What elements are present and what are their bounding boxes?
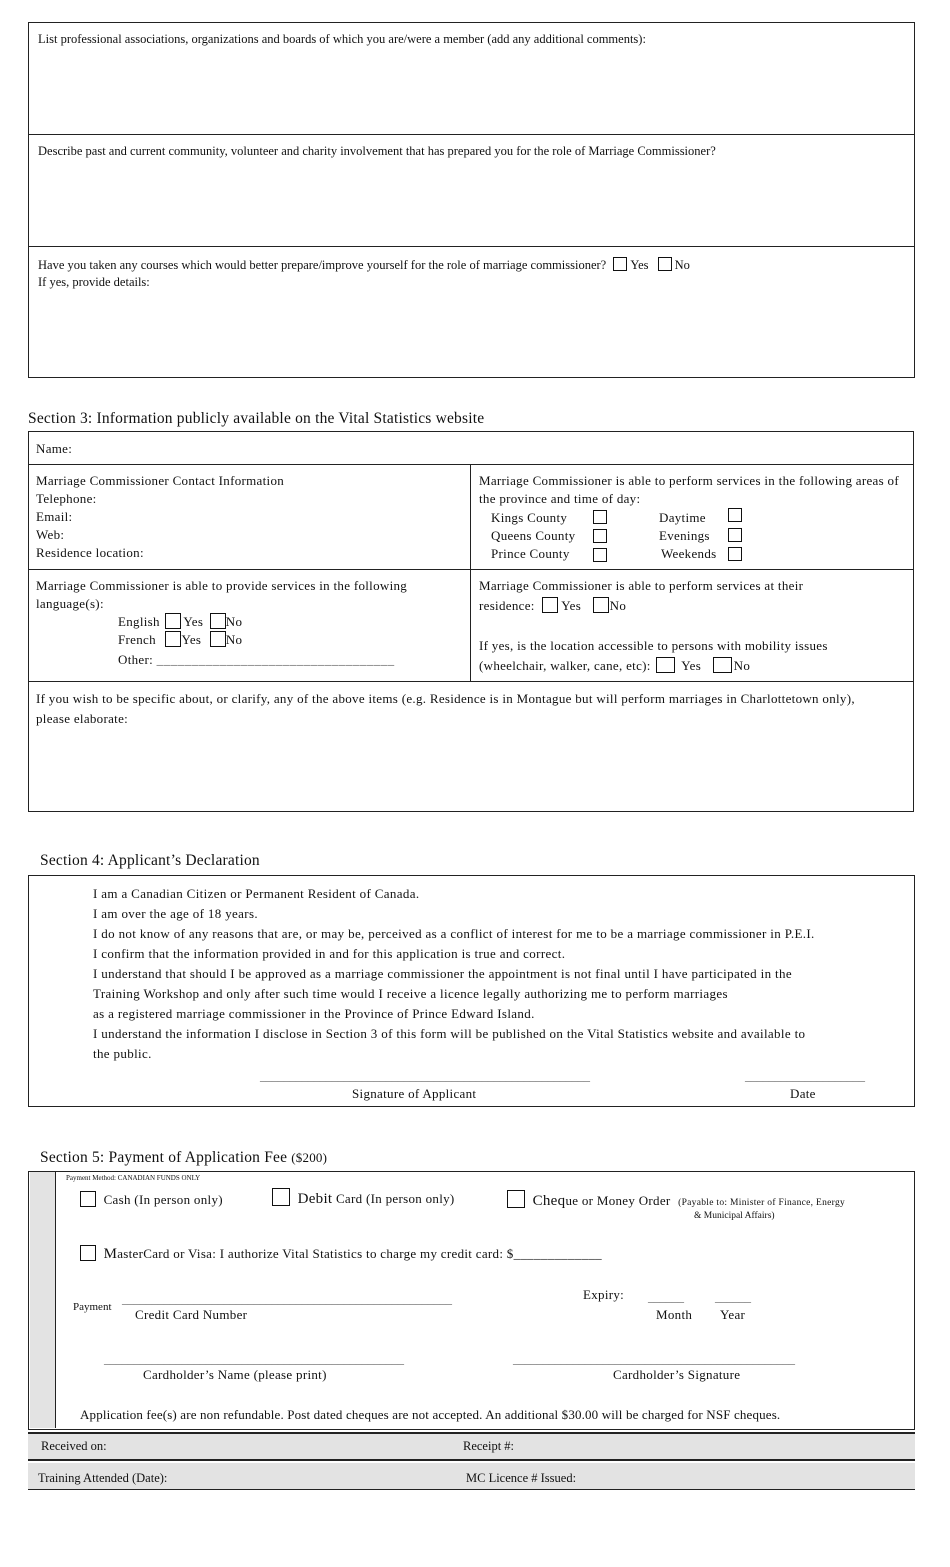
divider — [28, 464, 914, 465]
cheque-checkbox[interactable] — [507, 1190, 525, 1208]
daytime-checkbox[interactable] — [728, 508, 742, 522]
residence-yes-checkbox[interactable] — [542, 597, 558, 613]
french-no-checkbox[interactable] — [210, 631, 226, 647]
french-no-label: No — [225, 632, 243, 647]
declaration-line: as a registered marriage commissioner in the Province of Prince Edward Island. — [93, 1006, 535, 1021]
web-field[interactable]: Web: — [36, 527, 65, 542]
declaration-line: I understand the information I disclose in Section 3 of this form will be published on the Vital Statistics website and available to — [93, 1026, 806, 1041]
credit-card-number-line[interactable]: _______________________________________________________ — [122, 1292, 452, 1306]
payment-label: Payment — [73, 1301, 112, 1313]
date-line[interactable]: ____________________ — [745, 1069, 865, 1083]
mobility-yes-label: Yes — [681, 658, 702, 673]
french-row — [118, 631, 242, 649]
community-label: Describe past and current community, volunteer and charity involvement that has prepared you for the role of Marriage Commissioner? — [38, 144, 716, 158]
name-field[interactable]: Name: — [36, 441, 73, 456]
english-row — [118, 613, 242, 631]
declaration-line: I confirm that the information provided in and for this application is true and correct. — [93, 946, 566, 961]
divider — [28, 134, 915, 135]
evenings-label: Evenings — [659, 528, 710, 543]
mobility-row — [479, 657, 750, 675]
english-label: English — [118, 614, 160, 629]
associations-label: List professional associations, organizations and boards of which you are/were a member (add any additional comments): — [38, 32, 646, 46]
section4-title: Section 4: Applicant’s Declaration — [40, 852, 260, 869]
french-label: French — [118, 632, 156, 647]
contact-info-block — [36, 472, 461, 562]
telephone-field[interactable]: Telephone: — [36, 491, 97, 506]
mobility-yes-checkbox[interactable] — [656, 657, 675, 673]
evenings-checkbox[interactable] — [728, 528, 742, 542]
residence-no-label: No — [609, 598, 627, 613]
received-on-label: Received on: — [41, 1439, 107, 1453]
declaration-list — [93, 884, 908, 1064]
courses-yes-checkbox[interactable] — [613, 257, 627, 271]
year-label: Year — [720, 1307, 746, 1322]
elaborate-field[interactable]: If you wish to be specific about, or clarify, any of the above items (e.g. Residence is in Montague but will perform marriages in Charlottetown only), please elaborate: — [36, 691, 855, 726]
cheque-label-c: Cheq — [532, 1193, 566, 1209]
french-yes-label: Yes — [181, 632, 202, 647]
prince-county-label: Prince County — [491, 546, 570, 561]
mastercard-visa-checkbox[interactable] — [80, 1245, 96, 1261]
expiry-month-line[interactable]: ______ — [648, 1290, 684, 1304]
cash-checkbox[interactable] — [80, 1191, 96, 1207]
kings-county-checkbox[interactable] — [593, 510, 607, 524]
mobility-label: (wheelchair, walker, cane, etc): — [479, 658, 651, 673]
languages-text: Marriage Commissioner is able to provide services in the following language(s): — [36, 578, 408, 611]
kings-county-label: Kings County — [491, 510, 568, 525]
declaration-line: I understand that should I be approved as a marriage commissioner the appointment is not final until I have participated in the — [93, 966, 792, 981]
english-yes-checkbox[interactable] — [165, 613, 181, 629]
cheque-payable-line1: (Payable to: Minister of Finance, Energy — [678, 1198, 846, 1208]
residence-no-checkbox[interactable] — [593, 597, 609, 613]
debit-label-rest: Card (In person only) — [332, 1191, 455, 1206]
queens-county-checkbox[interactable] — [593, 529, 607, 543]
residence-location-field[interactable]: Residence location: — [36, 545, 144, 560]
other-language-label: Other: — [118, 652, 154, 667]
cash-label: Cash (In person only) — [103, 1192, 223, 1207]
debit-label-ebit: ebit — [308, 1191, 333, 1207]
contact-title: Marriage Commissioner Contact Information — [36, 473, 285, 488]
expiry-label: Expiry: — [583, 1287, 625, 1302]
french-yes-checkbox[interactable] — [165, 631, 181, 647]
mobility-text: If yes, is the location accessible to persons with mobility issues — [479, 638, 828, 653]
english-yes-label: Yes — [183, 614, 204, 629]
declaration-line: I do not know of any reasons that are, or may be, perceived as a conflict of interest for me to be a marriage commissioner in P.E.I. — [93, 926, 815, 941]
cardholder-name-label: Cardholder’s Name (please print) — [143, 1367, 327, 1382]
cash-option — [80, 1191, 223, 1209]
receipt-number-label: Receipt #: — [463, 1439, 515, 1453]
section5-title-text: Section 5: Payment of Application Fee — [40, 1149, 288, 1166]
mobility-no-checkbox[interactable] — [713, 657, 732, 673]
declaration-line: I am over the age of 18 years. — [93, 906, 258, 921]
divider — [28, 569, 914, 570]
prince-county-checkbox[interactable] — [593, 548, 607, 562]
residence-yes-label: Yes — [561, 598, 582, 613]
courses-yes-label: Yes — [630, 258, 649, 272]
date-label: Date — [790, 1086, 816, 1101]
courses-details-label: If yes, provide details: — [38, 275, 150, 289]
weekends-checkbox[interactable] — [728, 547, 742, 561]
debit-checkbox[interactable] — [272, 1188, 290, 1206]
debit-option — [272, 1188, 455, 1208]
residence-row — [479, 597, 626, 615]
divider — [28, 681, 914, 682]
divider — [28, 246, 915, 247]
courses-question: Have you taken any courses which would better prepare/improve yourself for the role of marriage commissioner? — [38, 258, 607, 272]
signature-of-applicant-label: Signature of Applicant — [352, 1086, 477, 1101]
cardholder-name-line[interactable]: __________________________________________________ — [104, 1352, 404, 1366]
courses-field — [38, 257, 908, 274]
mobility-no-label: No — [733, 658, 751, 673]
payment-method-label: Payment Method: CANADIAN FUNDS ONLY — [66, 1174, 201, 1182]
section2-table — [28, 22, 915, 378]
declaration-line: I am a Canadian Citizen or Permanent Resident of Canada. — [93, 886, 420, 901]
english-no-label: No — [225, 614, 243, 629]
community-field[interactable] — [38, 143, 908, 160]
month-label: Month — [656, 1307, 693, 1322]
section5-title — [40, 1149, 327, 1167]
mastercard-visa-text: asterCard or Visa: I authorize Vital Statistics to charge my credit card: $_____________ — [117, 1246, 602, 1261]
weekends-label: Weekends — [661, 546, 717, 561]
residence-label: residence: — [479, 598, 535, 613]
declaration-line: the public. — [93, 1046, 152, 1061]
divider — [470, 464, 471, 681]
mastercard-label-m: M — [103, 1246, 118, 1262]
non-refundable-notice: Application fee(s) are non refundable. Post dated cheques are not accepted. An additional $30.00 will be charged for NSF cheques. — [80, 1407, 781, 1422]
applicant-signature-line[interactable]: _______________________________________________________ — [260, 1069, 590, 1083]
courses-no-label: No — [674, 258, 690, 272]
other-language-row — [118, 651, 395, 669]
cheque-payable-line2: & Municipal Affairs) — [694, 1211, 775, 1221]
section3-title: Section 3: Information publicly available on the Vital Statistics website — [28, 410, 485, 427]
fee-amount: ($200) — [291, 1150, 328, 1165]
cheque-label-rest: ue or Money Order — [565, 1193, 671, 1208]
email-field[interactable]: Email: — [36, 509, 73, 524]
areas-text: Marriage Commissioner is able to perform services in the following areas of the province and time of day: — [479, 473, 899, 506]
mc-licence-issued-label: MC Licence # Issued: — [466, 1471, 577, 1485]
cardholder-signature-label: Cardholder’s Signature — [613, 1367, 741, 1382]
courses-no-checkbox[interactable] — [658, 257, 672, 271]
english-no-checkbox[interactable] — [210, 613, 226, 629]
daytime-label: Daytime — [659, 510, 706, 525]
credit-card-number-label: Credit Card Number — [135, 1307, 248, 1322]
left-gray-bar — [30, 1172, 56, 1428]
other-language-input[interactable]: __________________________________ — [156, 652, 395, 667]
training-attended-label: Training Attended (Date): — [38, 1471, 168, 1485]
expiry-year-line[interactable]: ______ — [715, 1290, 751, 1304]
associations-field[interactable] — [38, 31, 908, 48]
queens-county-label: Queens County — [491, 528, 576, 543]
cardholder-signature-line[interactable]: _______________________________________________ — [513, 1352, 795, 1366]
cheque-option — [507, 1190, 845, 1212]
residence-text: Marriage Commissioner is able to perform services at their — [479, 578, 804, 593]
mastercard-visa-option — [80, 1245, 602, 1263]
debit-label-d: D — [297, 1191, 309, 1207]
declaration-line: Training Workshop and only after such time would I receive a licence legally authorizing me to perform marriages — [93, 986, 728, 1001]
